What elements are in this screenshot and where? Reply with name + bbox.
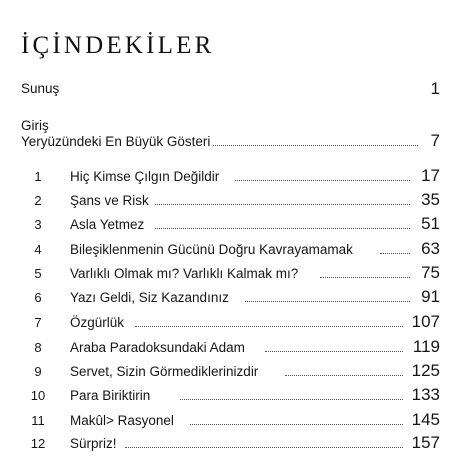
toc-chapter-row [0, 409, 458, 431]
chapter-number: 4 [34, 242, 42, 257]
chapter-title: Para Biriktirin [70, 388, 151, 403]
toc-chapter-row [0, 432, 458, 454]
chapter-page: 107 [411, 312, 440, 331]
chapter-title: Yazı Geldi, Siz Kazandınız [70, 290, 229, 305]
toc-chapter-row [0, 384, 458, 406]
leader-dots [380, 253, 410, 254]
toc-chapter-row [0, 336, 458, 358]
leader-dots [155, 204, 410, 205]
chapter-page: 63 [421, 239, 440, 258]
chapter-title: Bileşiklenmenin Gücünü Doğru Kavrayamamak [70, 242, 353, 257]
leader-dots [235, 180, 410, 181]
leader-dots [320, 277, 410, 278]
chapter-page: 157 [411, 433, 440, 452]
chapter-page: 17 [421, 166, 440, 185]
chapter-page: 75 [421, 263, 440, 282]
chapter-number: 10 [30, 388, 46, 403]
leader-dots [180, 399, 403, 400]
chapter-title: Özgürlük [70, 315, 125, 330]
chapter-page: 145 [411, 410, 440, 429]
chapter-page: 125 [411, 361, 440, 380]
chapter-page: 91 [421, 287, 440, 306]
chapter-number: 12 [30, 436, 46, 451]
chapter-number: 6 [34, 290, 42, 305]
chapter-number: 5 [34, 266, 42, 281]
leader-dots [245, 301, 410, 302]
chapter-number: 1 [34, 169, 42, 184]
chapter-title: Hiç Kimse Çılgın Değildir [70, 169, 220, 184]
toc-chapter-row [0, 238, 458, 260]
chapter-title: Asla Yetmez [70, 217, 145, 232]
toc-chapter-row [0, 360, 458, 382]
chapter-page: 35 [421, 190, 440, 209]
chapter-number: 7 [34, 315, 42, 330]
leader-dots [155, 228, 410, 229]
toc-chapter-row [0, 286, 458, 308]
chapter-title: Araba Paradoksundaki Adam [70, 340, 245, 355]
toc-chapter-row [0, 189, 458, 211]
leader-dots [205, 145, 418, 146]
chapter-title: Şans ve Risk [70, 193, 149, 208]
chapter-page: 119 [412, 337, 440, 356]
leader-dots [285, 375, 403, 376]
page-title: İÇİNDEKİLER [21, 32, 215, 59]
toc-entry-preface-label: Sunuş [21, 81, 60, 96]
leader-dots [135, 326, 403, 327]
toc-entry-intro [0, 130, 458, 152]
leader-dots [265, 351, 403, 352]
toc-entry-preface-page: 1 [430, 79, 440, 98]
chapter-number: 8 [34, 340, 42, 355]
toc-intro-heading: Giriş [21, 118, 49, 133]
chapter-number: 2 [34, 193, 42, 208]
chapter-page: 133 [411, 385, 440, 404]
toc-entry-page: 7 [430, 131, 440, 150]
toc-chapter-row [0, 165, 458, 187]
leader-dots [190, 424, 403, 425]
chapter-title: Sürpriz! [70, 436, 117, 451]
chapter-page: 51 [421, 214, 440, 233]
chapter-number: 11 [31, 413, 45, 428]
chapter-number: 9 [34, 364, 42, 379]
toc-entry-label: Yeryüzündeki En Büyük Gösteri [21, 134, 211, 149]
toc-chapter-row [0, 311, 458, 333]
toc-chapter-row [0, 262, 458, 284]
leader-dots [125, 447, 403, 448]
chapter-title: Servet, Sizin Görmediklerinizdir [70, 364, 259, 379]
chapter-number: 3 [34, 217, 42, 232]
chapter-title: Makûl> Rasyonel [70, 413, 174, 428]
chapter-title: Varlıklı Olmak mı? Varlıklı Kalmak mı? [70, 266, 299, 281]
toc-chapter-row [0, 213, 458, 235]
